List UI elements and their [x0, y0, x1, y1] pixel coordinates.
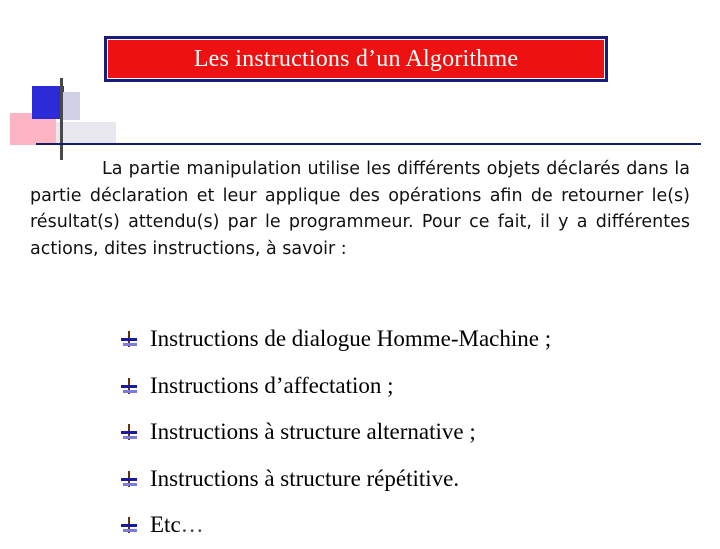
bullet-bars-icon — [120, 424, 138, 440]
list-item-text: Instructions à structure alternative ; — [150, 419, 476, 445]
list-item-ellipsis: … — [180, 512, 204, 538]
list-item — [120, 456, 551, 503]
list-item-text: Etc — [150, 512, 181, 538]
bullet-bars-icon — [120, 517, 138, 533]
decorative-light-block — [62, 92, 80, 120]
bullet-bars-icon — [120, 331, 138, 347]
list-item-text: Instructions à structure répétitive. — [150, 465, 460, 491]
decorative-horizontal-rule — [36, 143, 701, 145]
list-item-text: Instructions de dialogue Homme-Machine ; — [150, 326, 552, 352]
list-item-text: Instructions d’affectation ; — [150, 372, 394, 398]
list-item — [120, 502, 551, 549]
list-item — [120, 409, 551, 456]
instruction-list — [120, 316, 551, 549]
decorative-vertical-line — [60, 78, 63, 160]
body-paragraph: La partie manipulation utilise les différents objets déclarés dans la partie déclaration et leur applique des opérations afin de retourner le(s) résultat(s) attendu(s) par le programmeur. Pour ce fait, il y a différentes actions, dites instructions, à savoir : — [30, 159, 690, 259]
bullet-bars-icon — [120, 378, 138, 394]
list-item — [120, 363, 551, 410]
bullet-bars-icon — [120, 471, 138, 487]
list-item — [120, 316, 551, 363]
slide-title-box — [104, 36, 608, 82]
slide-title: Les instructions d’un Algorithme — [107, 39, 605, 79]
